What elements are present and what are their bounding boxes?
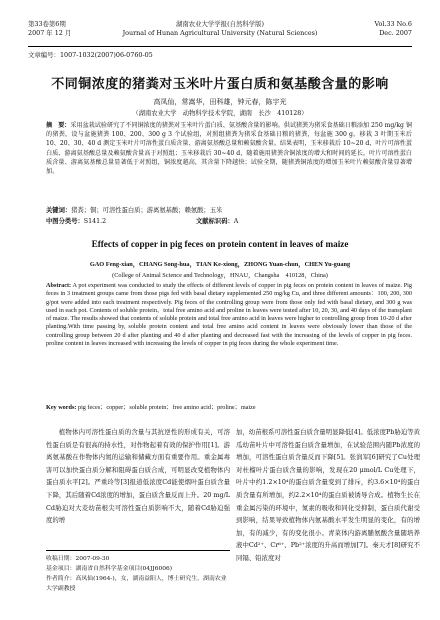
chinese-title: 不同铜浓度的猪粪对玉米叶片蛋白质和氨基酸含量的影响: [51, 77, 389, 92]
english-keywords-label: Key words:: [46, 404, 77, 411]
english-keywords: [46, 402, 412, 411]
english-keywords-text: pig feces；copper；soluble protein；free amino acid；proline；maize: [77, 404, 256, 411]
chinese-authors: 高凤仙，常嵩华，田科雄，钟元春，陈宇光: [153, 98, 287, 106]
english-title: Effects of copper in pig feces on protein content in leaves of maize: [91, 239, 349, 249]
chinese-affiliation: （湖南农业大学 动物科学技术学院，湖南 长沙 410128）: [132, 110, 308, 117]
clc-label: 中图分类号：: [46, 218, 84, 225]
volume-issue-en: Vol.33 No.6: [374, 20, 412, 28]
journal-name: [108, 20, 332, 38]
header-right: [374, 20, 412, 38]
doc-code-value: A: [233, 218, 239, 225]
english-abstract: [46, 282, 412, 348]
english-authors: GAO Feng-xian，CHANG Song-hua，TIAN Ke-xiong，ZHONG Yuan-chun，CHEN Yu-guang: [89, 261, 351, 268]
body-right-column: [236, 426, 420, 565]
chinese-keywords: [46, 205, 412, 214]
volume-issue: 第33卷第6期: [28, 20, 66, 28]
abstract-text: 采用盆栽试验研究了不同铜浓度的猪粪对玉米叶片蛋白质、氨基酸含量的影响。供试猪粪为猪采食基础日粮添加 250 mg/kg 铜的猪粪，设与盆施猪粪 100、200、300 g 3 个试验组，对照组猪粪为猪采食基础日粮的猪粪，每盆施 300 g。移栽 3 叶期玉米后 10、20、30、40 d 测定玉米叶片可溶性蛋白质含量、游离氨基酸总量和赖氨酸含量。结果表明，玉米移栽后 10~20 d，叶片可溶性蛋白质、游离氨基酸总量及赖氨酸含量高于对照组；玉米移栽后 30~40 d，随着施用猪粪含铜浓度的增大和时间的延长，叶片可溶性蛋白质含量、游离氨基酸总量显著低于对照组，铜浓度越高，其含量下降越快；试验全期，随猪粪铜浓度的增加玉米叶片赖氨酸含量显著增加。: [46, 122, 412, 176]
issue-date-en: Dec. 2007: [379, 29, 412, 37]
english-affiliation: (College of Animal Science and Technology，HNAU，Changsha 410128，China): [112, 272, 328, 279]
footnote: [46, 550, 230, 594]
chinese-abstract: [46, 121, 412, 176]
keywords-text: 猪粪；铜；可溶性蛋白质；游离氨基酸；赖氨酸；玉米: [71, 207, 223, 214]
fund-info: 基金项目：湖南省自然科学基金项目(04JJ6006): [46, 566, 173, 572]
article-number: 文章编号：1007-1032(2007)06-0760-05: [28, 51, 153, 59]
journal-name-en: Journal of Hunan Agricultural University (Natural Sciences): [122, 29, 318, 37]
classification-row: [46, 216, 412, 225]
keywords-label: 关键词：: [46, 207, 72, 214]
abstract-label: 摘 要：: [46, 122, 71, 129]
journal-name-cn: 湖南农业大学学报(自然科学版): [175, 20, 265, 28]
english-abstract-label: Abstract:: [46, 282, 72, 289]
body-paragraph-right: 加，幼苗根系可溶性蛋白质含量明显降低[4]。低浓度Pb胁迫等黄瓜幼苗叶片中可溶性蛋白质含量增加，在试验范围内随Pb浓度的增加，可溶性蛋白质含量反而下降[5]。张润军[6]研究了Cu处理对杜榴叶片蛋白质含量的影响，发现在20 μmol/L Cu处理下，叶片中约1.2×10⁴的蛋白质含量变到了排斥，约3.6×10⁴的蛋白质含量有所增加，约2.2×10⁴的蛋白质被诱导合成。植物生长在重金属污染的环境中，氮素的吸收和同化受抑制，蛋白质代谢受到影响，结果导致植物体内氨基酸水平发生明显的变化，有的增加，有的减少，有的变化很小。青菜体内游离脯氨酸含量随培养液中Cd²⁺、Cr⁶⁺、Pb²⁺浓度的升高而增加[7]。秦天才[8]研究不同镉、铅浓度对: [236, 428, 420, 562]
header-left: [28, 20, 71, 38]
received-date: 收稿日期：2007-09-30: [46, 556, 110, 562]
page-header: [28, 16, 412, 47]
author-bio: 作者简介：高凤仙(1964-)，女，湖南益阳人，博士研究生，湖南农业大学副教授: [46, 576, 227, 592]
issue-date: 2007 年 12 月: [28, 29, 72, 37]
english-abstract-text: A pot experiment was conducted to study the effects of different levels of copper in pig feces on protein content in leaves of maize. Pig feces in 3 treatment groups came from those pigs fed with basal dietary supplemented 250 mg/kg Cu, and three different amounts：100, 200, 300 g/pot were added into each treatment respectively. Pig feces of the controlling group were from those only fed with basal dietary, and 300 g was used in each pot. Contents of soluble protein、total free amino acid and proline in leaves were tested after 10, 20, 30, and 40 days of the transplant of maize. The results showed that contents of soluble protein and total free amino acid in leaves were higher to controlling group from 10-20 d after planting.With time passing by, soluble protein content and total free amino acid content in leaves were obviously lower than those of the controlling group between 20 d after planting and 40 d after planting and decreased fast with the increasing of the levels of copper in pig feces. proline content in leaves increased with increasing the levels of copper in pig feces during the whole experiment time.: [46, 282, 412, 348]
body-paragraph-left: 植物体内可溶性蛋白质的含量与其抗逆性的形成有关，可溶性蛋白质是有很高的持水性，对作物起着有效的保护作用[1]。游离氨基酸在作物体内氮的运输和储藏方面有重要作用。重金属毒害可以加快蛋白质分解和阻碍蛋白质合成，可明显改变植物体内蛋白质水平[2]。严重玲等[3]报道低浓度Cd能使烟叶蛋白质含量下降，其后随着Cd浓度的增加，蛋白质含量反而上升。20 mg/L Cd胁迫对大麦幼苗根尖可溶性蛋白质影响不大，随着Cd胁迫强度的增: [46, 428, 230, 525]
clc-value: S141.2: [83, 218, 107, 225]
doc-code-label: 文献标识码：: [196, 218, 234, 225]
body-left-column: [46, 426, 230, 527]
